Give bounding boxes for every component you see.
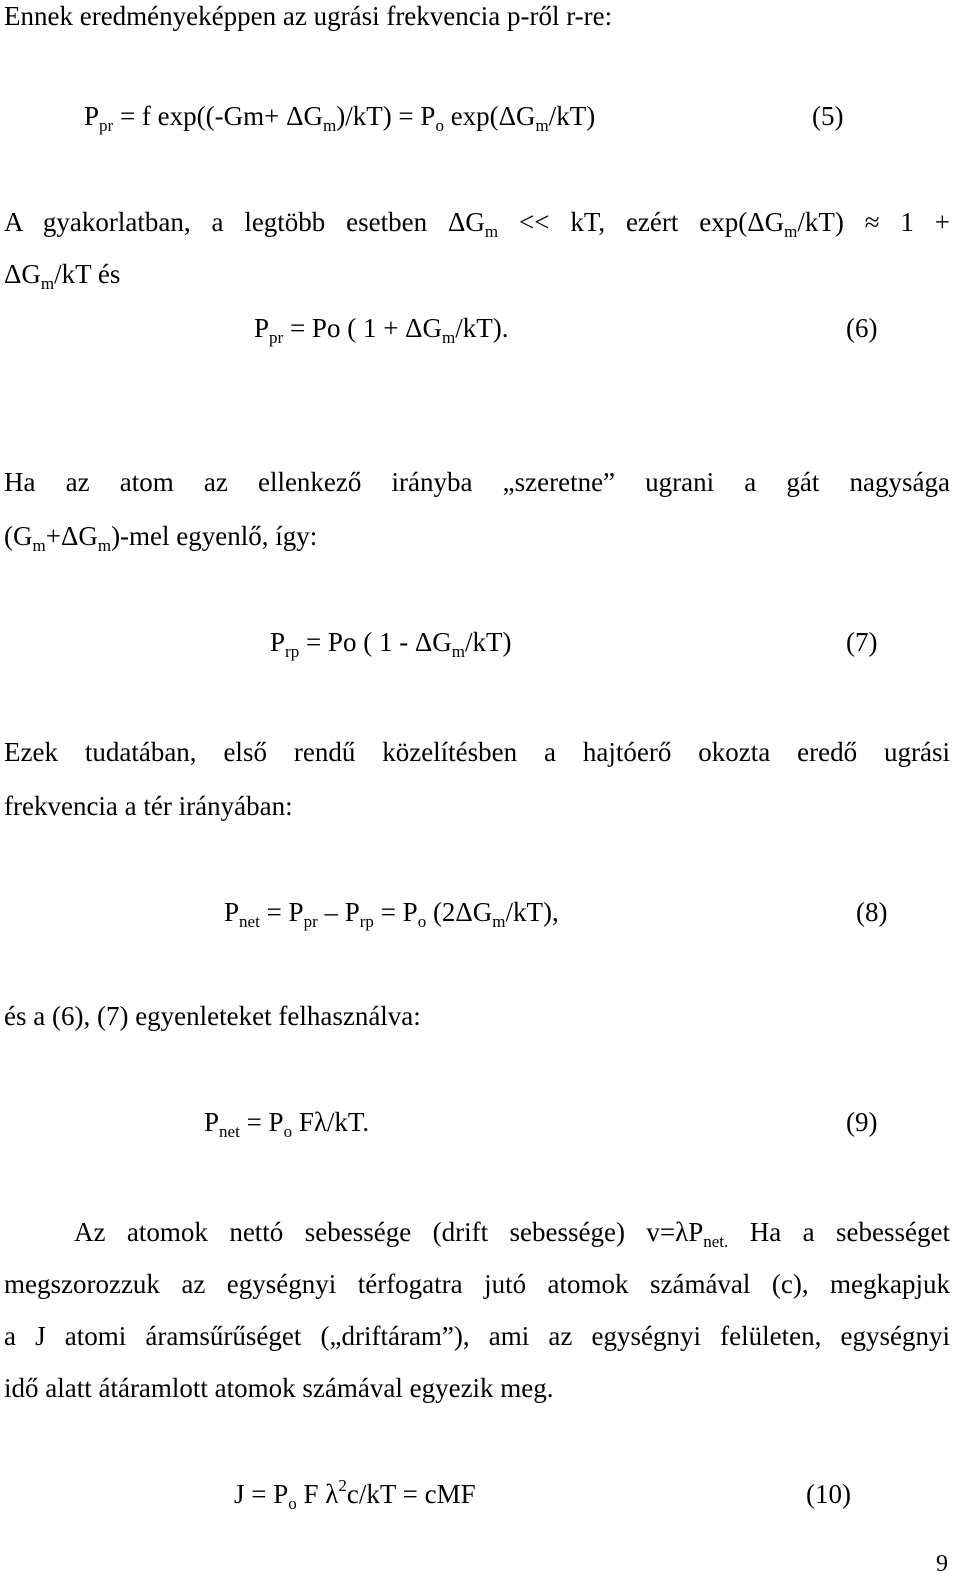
paragraph-drift-line1: Az atomok nettó sebessége (drift sebessége) $v=\lambda P_{net.}$ Ha a sebességet [74,1217,950,1251]
equation-6: $P_{pr} = Po$ ( $1 + \Delta G_m/kT$). [254,313,509,347]
paragraph-intro: Ennek eredményeképpen az ugrási frekvencia p-ről r-re: [4,1,613,31]
equation-7-number: (7) [846,627,878,657]
equation-8-number: (8) [856,897,888,927]
paragraph-firstorder-line2: frekvencia a tér irányában: [4,791,293,821]
equation-6-number: (6) [846,313,878,343]
page-number: 9 [936,1551,948,1577]
equation-5-number: (5) [812,101,844,131]
paragraph-drift-line3: a J atomi áramsűrűséget („driftáram”), ami az egységnyi felületen, egységnyi [4,1321,950,1351]
equation-9-number: (9) [846,1107,878,1137]
equation-10: $J = P_o$ F $\lambda^2c/kT$ = cMF [234,1476,476,1513]
equation-9: $P_{net} = P_o$ Fλ/kT. [204,1107,370,1141]
paragraph-drift-line4: idő alatt átáramlott atomok számával egyezik meg. [4,1373,554,1403]
paragraph-using-eqs: és a (6), (7) egyenleteket felhasználva: [4,1001,421,1031]
equation-5: $P_{pr} = f$ $\exp((-Gm+ \Delta G_m)/kT) = P_o$ $\exp(\Delta G_m/kT)$ [84,101,596,135]
paragraph-approx-line2: $\Delta G_m/kT$ és [4,259,121,293]
paragraph-opposite-line1: Ha az atom az ellenkező irányba „szeretne” ugrani a gát nagysága [4,467,950,497]
equation-8: $P_{net} = P_{pr} - P_{rp} = P_o$ $(2\Delta G_m/kT)$, [224,897,559,931]
paragraph-approx-line1: A gyakorlatban, a legtöbb esetben $\Delta G_m$ << kT, ezért $\exp(\Delta G_m/kT) \approx 1$ + [4,207,951,241]
paragraph-opposite-line2: $(G_m+\Delta G_m)$-mel egyenlő, így: [4,521,318,555]
paragraph-drift-line2: megszorozzuk az egységnyi térfogatra jutó atomok számával (c), megkapjuk [4,1269,950,1299]
paragraph-firstorder-line1: Ezek tudatában, első rendű közelítésben a hajtóerő okozta eredő ugrási [4,737,950,767]
equation-7: $P_{rp} = Po$ ( $1 - \Delta G_m/kT$) [270,627,512,661]
equation-10-number: (10) [806,1479,851,1509]
